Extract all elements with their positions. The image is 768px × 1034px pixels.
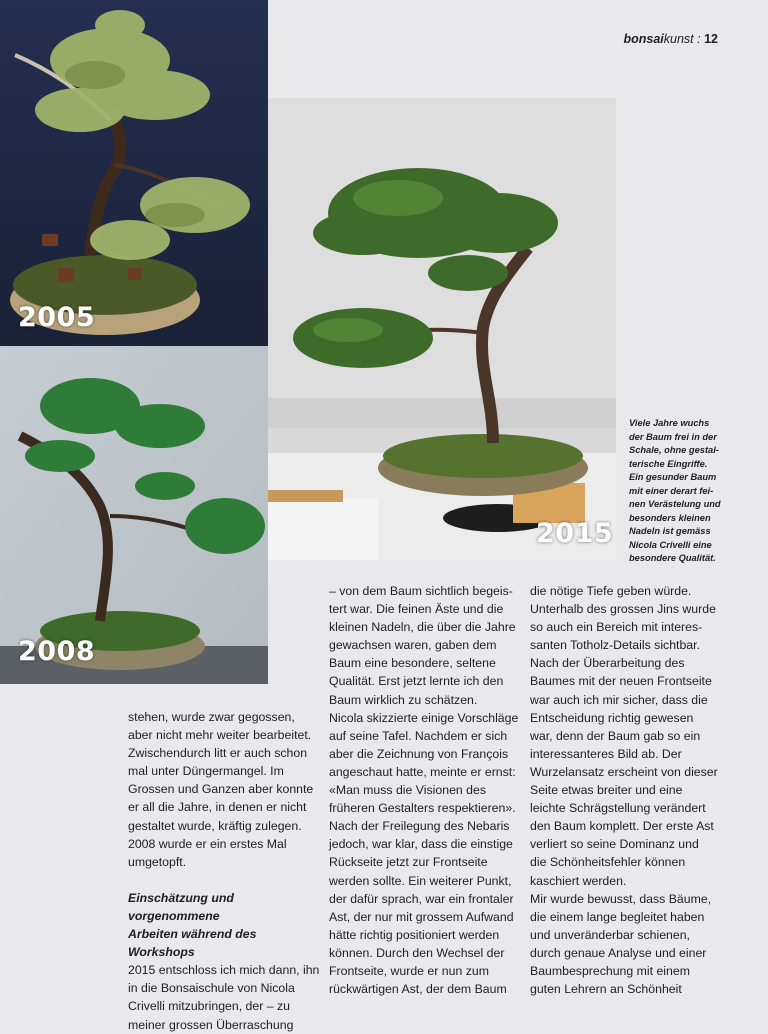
- photo-caption: [629, 417, 747, 566]
- caption-line: besonders kleinen: [629, 512, 711, 523]
- column-3-line: so auch ein Bereich mit interes-: [530, 620, 703, 635]
- caption-line: Nadeln ist gemäss: [629, 526, 711, 536]
- column-3-line: und unveränderbar schienen,: [530, 927, 690, 942]
- header-separator: :: [693, 32, 705, 46]
- column-1-line: mal unter Düngermangel. Im: [128, 764, 284, 779]
- column-3-line: Nach der Überarbeitung des: [530, 656, 685, 671]
- text-column-3: [530, 582, 730, 998]
- caption-line: der Baum frei in der: [629, 431, 717, 442]
- caption-line: Ein gesunder Baum: [629, 472, 717, 482]
- column-3-line: Wurzelansatz erscheint von dieser: [530, 764, 718, 779]
- column-2-line: – von dem Baum sichtlich begeis-: [329, 584, 513, 598]
- brand-bold: bonsai: [623, 32, 664, 46]
- column-2-line: können. Durch den Wechsel der: [329, 945, 505, 960]
- column-1-line: aber nicht mehr weiter bearbeitet.: [128, 728, 312, 743]
- section-subheading: [128, 889, 323, 961]
- column-2-line: jedoch, war klar, dass die einstige: [329, 837, 513, 852]
- column-3-line: den Baum komplett. Der erste Ast: [530, 819, 714, 834]
- photo-2008: [0, 346, 268, 684]
- column-3-line: santen Totholz-Details sichtbar.: [530, 638, 700, 653]
- column-2-line: früheren Gestalters respektieren».: [329, 801, 516, 816]
- column-1-line: Grossen und Ganzen aber konnte: [128, 782, 314, 797]
- column-2-line: rückwärtigen Ast, der dem Baum: [329, 982, 507, 997]
- column-3-line: Unterhalb des grossen Jins wurde: [530, 602, 716, 617]
- column-2-line: tert war. Die feinen Äste und die: [329, 602, 504, 617]
- column-3-line: Seite etwas breiter und eine: [530, 783, 683, 798]
- column-1-line: Zwischendurch litt er auch schon: [128, 746, 308, 761]
- column-3-line: leichte Schrägstellung verändert: [530, 801, 706, 816]
- column-3-line: die nötige Tiefe geben würde.: [530, 584, 692, 598]
- column-3-line: Baumes mit der neuen Frontseite: [530, 674, 712, 689]
- caption-line: mit einer derart fei-: [629, 485, 714, 496]
- column-2-line: aber die Zeichnung von François: [329, 746, 509, 761]
- subheading-line: Arbeiten während des Workshops: [128, 927, 257, 960]
- bonsai-2005-image: [0, 0, 268, 346]
- column-2-line: angeschaut hatte, meinte er ernst:: [329, 764, 516, 779]
- photo-2005: [0, 0, 268, 346]
- column-1-line: 2008 wurde er ein erstes Mal: [128, 836, 287, 851]
- photo-2015: [268, 98, 616, 560]
- column-2-line: Baum wirklich zu schätzen.: [329, 692, 478, 707]
- column-3-line: interessanteres Bild ab. Der: [530, 746, 682, 761]
- column-2-line: Qualität. Erst jetzt lernte ich den: [329, 674, 504, 689]
- year-label-2008: 2008: [18, 636, 96, 667]
- caption-line: Schale, ohne gestal-: [629, 445, 719, 455]
- column-3-line: war, denn der Baum gab so ein: [530, 728, 701, 743]
- column-3-line: Baumbesprechung mit einem: [530, 963, 690, 978]
- column-2-line: Rückseite jetzt zur Frontseite: [329, 855, 488, 870]
- caption-line: Nicola Crivelli eine: [629, 539, 712, 550]
- column-1-line: meiner grossen Überraschung: [128, 1017, 294, 1032]
- column-3-line: Mir wurde bewusst, dass Bäume,: [530, 891, 712, 906]
- column-2-line: Ast, der nur mit grossem Aufwand: [329, 909, 514, 924]
- column-3-line: verliert so seine Dominanz und: [530, 837, 699, 852]
- column-2-line: werden sollte. Ein weiterer Punkt,: [329, 873, 512, 888]
- brand-italic: kunst: [663, 32, 694, 46]
- column-2-line: gewachsen waren, gaben dem: [329, 638, 497, 653]
- caption-line: terische Eingriffe.: [629, 458, 708, 469]
- column-3-line: die Schönheitsfehler können: [530, 855, 686, 870]
- column-1-line: gestaltet wurde, kräftig zulegen.: [128, 818, 302, 833]
- page-header: [623, 32, 718, 46]
- bonsai-2008-image: [0, 346, 268, 684]
- caption-line: Viele Jahre wuchs: [629, 418, 710, 428]
- column-1-paragraph-1: [128, 708, 323, 871]
- text-column-1: [128, 708, 323, 1034]
- bonsai-2015-image: [268, 98, 616, 560]
- column-2-line: kleinen Nadeln, die über die Jahre: [329, 620, 516, 635]
- column-3-line: guten Lehrern an Schönheit: [530, 982, 682, 997]
- column-2-line: Nicola skizzierte einige Vorschläge: [329, 710, 519, 725]
- column-3-line: kaschiert werden.: [530, 873, 627, 888]
- column-3-line: die einem lange begleitet haben: [530, 909, 705, 924]
- column-3-line: war auch ich mir sicher, dass die: [530, 692, 708, 707]
- column-2-line: Nach der Freilegung des Nebaris: [329, 819, 510, 834]
- column-2-line: auf seine Tafel. Nachdem er sich: [329, 728, 508, 743]
- column-3-line: Entscheidung richtig gewesen: [530, 710, 694, 725]
- column-1-line: 2015 entschloss ich mich dann, ihn: [128, 963, 320, 978]
- column-3-line: durch genaue Analyse und einer: [530, 945, 707, 960]
- column-1-line: in die Bonsaischule von Nicola: [128, 981, 295, 996]
- year-label-2015: 2015: [536, 518, 614, 549]
- column-2-text: [329, 582, 524, 998]
- column-1-line: stehen, wurde zwar gegossen,: [128, 710, 295, 724]
- column-3-text: [530, 582, 730, 998]
- column-2-line: hätte richtig positioniert werden: [329, 927, 500, 942]
- column-2-line: Frontseite, wurde er nun zum: [329, 963, 489, 978]
- column-2-line: Baum eine besondere, seltene: [329, 656, 496, 671]
- subheading-line: Einschätzung und vorgenommene: [128, 890, 234, 923]
- caption-line: nen Verästelung und: [629, 499, 721, 509]
- column-1-line: Crivelli mitzubringen, der – zu: [128, 999, 290, 1014]
- column-2-line: der dafür sprach, war ein frontaler: [329, 891, 514, 906]
- page-number: 12: [704, 32, 718, 46]
- column-2-line: «Man muss die Visionen des: [329, 783, 486, 798]
- caption-line: besondere Qualität.: [629, 553, 716, 563]
- column-1-line: er all die Jahre, in denen er nicht: [128, 800, 307, 815]
- column-1-line: umgetopft.: [128, 854, 187, 869]
- text-column-2: [329, 582, 524, 998]
- year-label-2005: 2005: [18, 302, 96, 333]
